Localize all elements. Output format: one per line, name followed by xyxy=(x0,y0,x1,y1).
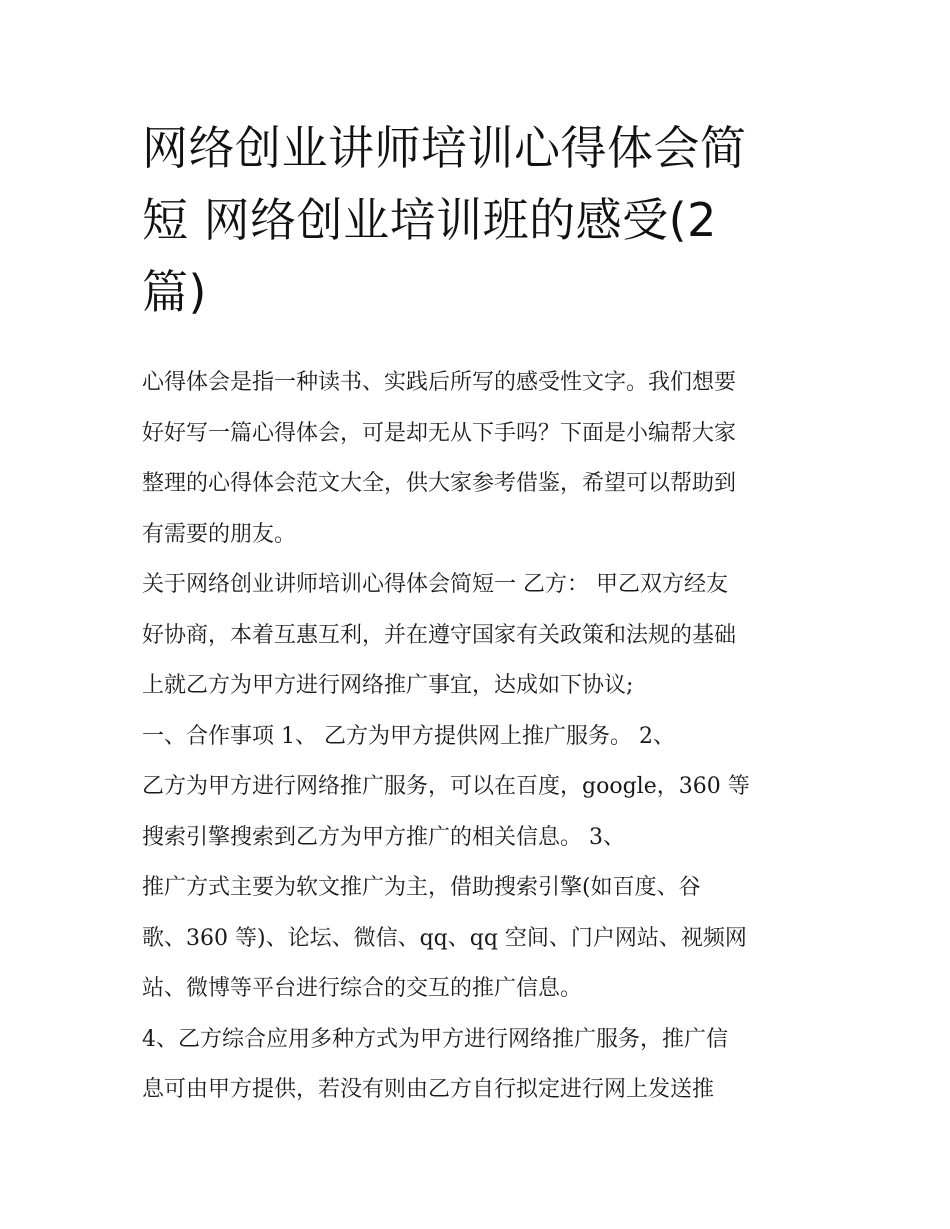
text-line: 站、微博等平台进行综合的交互的推广信息。 xyxy=(142,976,583,1001)
title-line: 短 网络创业培训班的感受(2 xyxy=(142,193,717,247)
title-line: 篇) xyxy=(142,265,207,319)
text-line: 有需要的朋友。 xyxy=(142,521,297,547)
document-body xyxy=(142,358,832,1116)
text-line: 好协商，本着互惠互利，并在遵守国家有关政策和法规的基础 xyxy=(142,622,737,648)
text-line: 上就乙方为甲方进行网络推广事宜，达成如下协议; xyxy=(142,673,634,698)
text-line: 歌、360 等)、论坛、微信、qq、qq 空间、门户网站、视频网 xyxy=(142,925,747,951)
text-line: 搜索引擎搜索到乙方为甲方推广的相关信息。 3、 xyxy=(142,824,625,850)
paragraph-item-4 xyxy=(142,1015,832,1116)
text-line: 4、乙方综合应用多种方式为甲方进行网络推广服务，推广信 xyxy=(142,1026,728,1052)
text-line: 整理的心得体会范文大全，供大家参考借鉴，希望可以帮助到 xyxy=(142,471,737,496)
title-line: 网络创业讲师培训心得体会简 xyxy=(142,121,747,175)
paragraph-cooperation-items xyxy=(142,712,832,1015)
document-title xyxy=(142,112,822,328)
text-line: 关于网络创业讲师培训心得体会简短一 乙方： 甲乙双方经友 xyxy=(142,572,728,597)
paragraph-agreement-intro xyxy=(142,560,832,712)
text-line: 息可由甲方提供，若没有则由乙方自行拟定进行网上发送推 xyxy=(142,1077,715,1102)
text-line: 心得体会是指一种读书、实践后所写的感受性文字。我们想要 xyxy=(142,370,737,395)
text-line: 推广方式主要为软文推广为主，借助搜索引擎(如百度、谷 xyxy=(142,875,701,900)
text-line: 一、合作事项 1、 乙方为甲方提供网上推广服务。 2、 xyxy=(142,723,675,749)
text-line: 好好写一篇心得体会，可是却无从下手吗？下面是小编帮大家 xyxy=(142,420,737,446)
paragraph-intro xyxy=(142,358,832,560)
text-line: 乙方为甲方进行网络推广服务，可以在百度，google，360 等 xyxy=(142,774,750,799)
